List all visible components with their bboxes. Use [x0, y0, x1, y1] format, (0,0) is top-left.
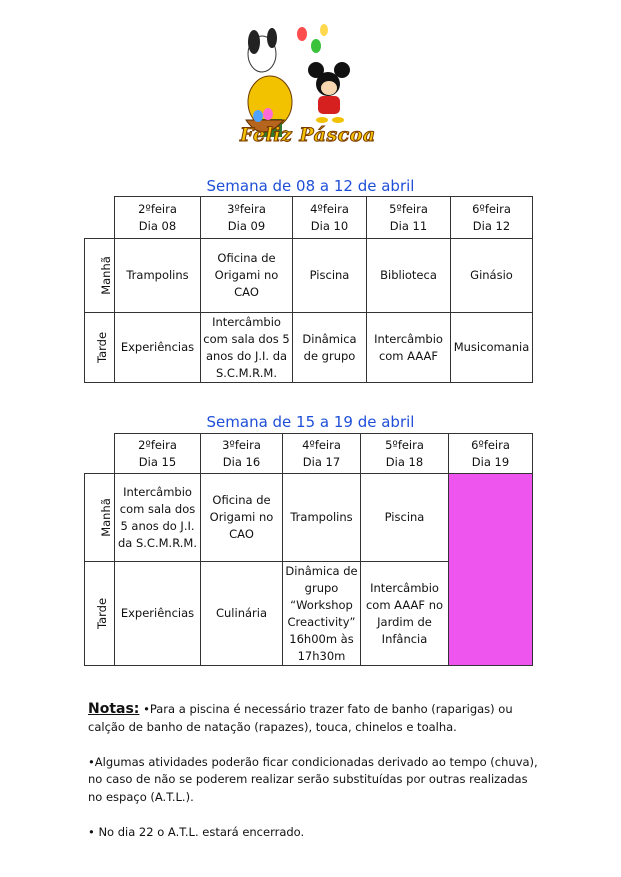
day-header: 4ºfeira Dia 10: [293, 197, 367, 239]
week1-schedule-table: [84, 196, 533, 383]
activity-cell: Oficina de Origami no CAO: [201, 474, 283, 562]
afternoon-label: Tarde: [85, 313, 115, 383]
logo-text: Feliz Páscoa: [240, 124, 376, 146]
corner-cell: [85, 197, 115, 239]
activity-cell: Intercâmbio com AAAF: [367, 313, 451, 383]
activity-cell: Trampolins: [283, 474, 361, 562]
activity-cell: Ginásio: [451, 239, 533, 313]
corner-cell: [85, 434, 115, 474]
activity-cell: Biblioteca: [367, 239, 451, 313]
day-header: 6ºfeira Dia 12: [451, 197, 533, 239]
notes-label: Notas:: [88, 701, 140, 717]
week1-morning-row: [85, 239, 533, 313]
friday-holiday-cell: [449, 474, 533, 666]
day-header: 4ºfeira Dia 17: [283, 434, 361, 474]
day-header: 6ºfeira Dia 19: [449, 434, 533, 474]
note-1: [88, 701, 538, 736]
week1-title: Semana de 08 a 12 de abril: [206, 177, 415, 195]
activity-cell: Intercâmbio com AAAF no Jardim de Infância: [361, 562, 449, 666]
week2-schedule-table: [84, 433, 533, 666]
activity-cell: Intercâmbio com sala dos 5 anos do J.I. da S.C.M.R.M.: [115, 474, 201, 562]
week1-afternoon-row: [85, 313, 533, 383]
afternoon-label: Tarde: [85, 562, 115, 666]
note-2: •Algumas atividades poderão ficar condicionadas derivado ao tempo (chuva), no caso de não se poderem realizar serão substituídas por outras realizadas no espaço (A.T.L.).: [88, 754, 538, 804]
activity-cell: Dinâmica de grupo “Workshop Creactivity” 16h00m às 17h30m: [283, 562, 361, 666]
notes-section: [88, 701, 538, 859]
activity-cell: Trampolins: [115, 239, 201, 313]
week2-header-row: [85, 434, 533, 474]
day-header: 3ºfeira Dia 09: [201, 197, 293, 239]
day-header: 2ºfeira Dia 15: [115, 434, 201, 474]
activity-cell: Piscina: [361, 474, 449, 562]
day-header: 2ºfeira Dia 08: [115, 197, 201, 239]
activity-cell: Dinâmica de grupo: [293, 313, 367, 383]
morning-label: Manhã: [85, 239, 115, 313]
day-header: 3ºfeira Dia 16: [201, 434, 283, 474]
activity-cell: Piscina: [293, 239, 367, 313]
activity-cell: Experiências: [115, 313, 201, 383]
note-1-text: •Para a piscina é necessário trazer fato de banho (raparigas) ou calção de banho de natação (rapazes), touca, chinelos e toalha.: [88, 702, 513, 734]
activity-cell: Oficina de Origami no CAO: [201, 239, 293, 313]
note-3: • No dia 22 o A.T.L. estará encerrado.: [88, 824, 305, 839]
activity-cell: Experiências: [115, 562, 201, 666]
week1-header-row: [85, 197, 533, 239]
morning-label: Manhã: [85, 474, 115, 562]
week2-morning-row: [85, 474, 533, 562]
day-header: 5ºfeira Dia 18: [361, 434, 449, 474]
activity-cell: Culinária: [201, 562, 283, 666]
activity-cell: Intercâmbio com sala dos 5 anos do J.I. da S.C.M.R.M.: [201, 313, 293, 383]
activity-cell: Musicomania: [451, 313, 533, 383]
week2-title: Semana de 15 a 19 de abril: [206, 413, 415, 431]
day-header: 5ºfeira Dia 11: [367, 197, 451, 239]
